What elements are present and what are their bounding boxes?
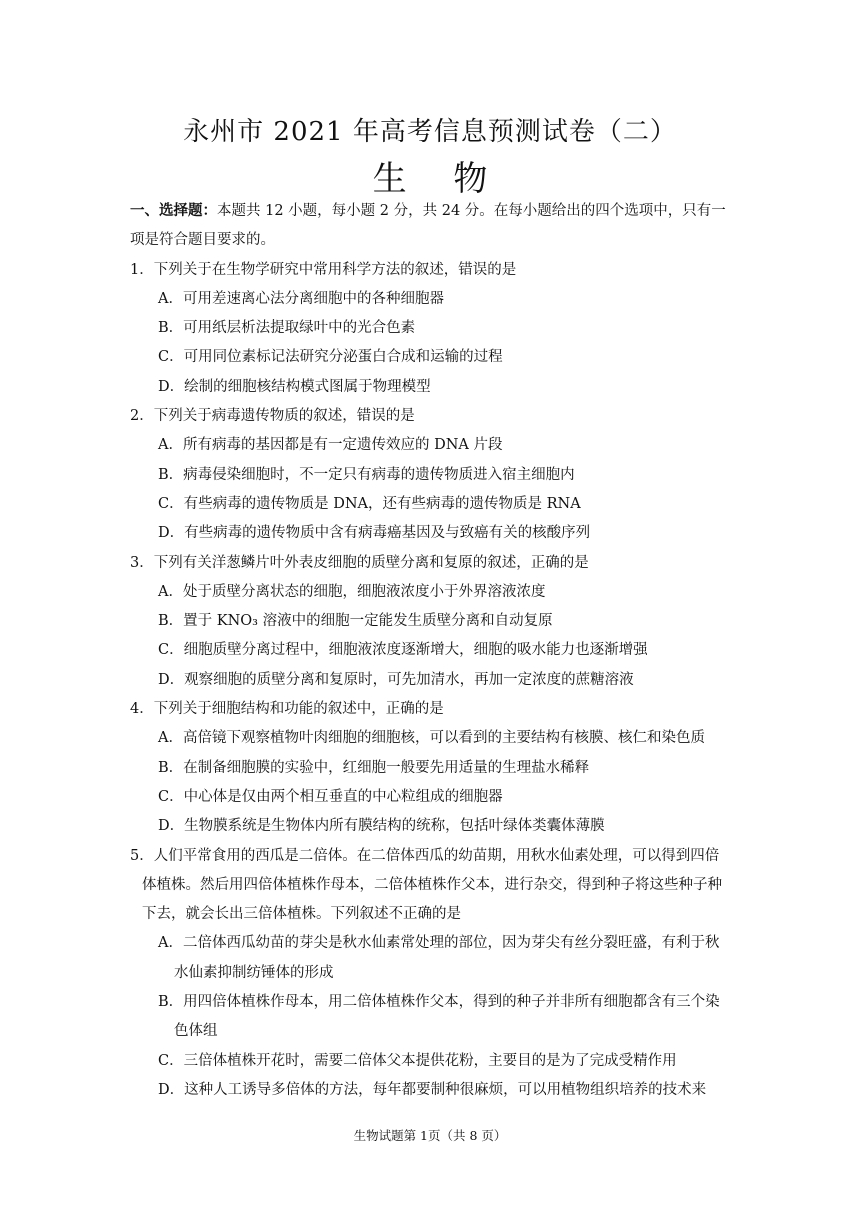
option-a: A．可用差速离心法分离细胞中的各种细胞器 <box>158 290 444 307</box>
option-a: A．高倍镜下观察植物叶肉细胞的细胞核，可以看到的主要结构有核膜、核仁和染色质 <box>158 730 705 747</box>
question-stem: 2．下列关于病毒遗传物质的叙述，错误的是 <box>130 408 415 425</box>
question-3 <box>130 549 730 695</box>
option-b: B．在制备细胞膜的实验中，红细胞一般要先用适量的生理盐水稀释 <box>158 759 590 776</box>
subject-title: 生 物 <box>372 159 506 199</box>
option-a: A．处于质壁分离状态的细胞，细胞液浓度小于外界溶液浓度 <box>158 583 546 600</box>
section-instructions <box>130 196 730 256</box>
question-stem: 5．人们平常食用的西瓜是二倍体。在二倍体西瓜的幼苗期，用秋水仙素处理，可以得到四倍体植株。然后用四倍体植株作母本，二倍体植株作父本，进行杂交，得到种子将这些种子种下去，就会长出三倍体植株。下列叙述不正确的是 <box>130 847 722 923</box>
option-a: A．二倍体西瓜幼苗的芽尖是秋水仙素常处理的部位，因为芽尖有丝分裂旺盛，有利于秋水仙素抑制纺锤体的形成 <box>158 935 720 981</box>
option-d: D．有些病毒的遗传物质中含有病毒癌基因及与致癌有关的核酸序列 <box>158 525 591 542</box>
option-b: B．置于 KNO₃ 溶液中的细胞一定能发生质壁分离和自动复原 <box>158 613 553 630</box>
option-d: D．观察细胞的质壁分离和复原时，可先加清水，再加一定浓度的蔗糖溶液 <box>158 671 634 688</box>
question-5 <box>130 842 730 1106</box>
option-b: B．用四倍体植株作母本，用二倍体植株作父本，得到的种子并非所有细胞都含有三个染色体组 <box>158 994 720 1040</box>
question-stem: 3．下列有关洋葱鳞片叶外表皮细胞的质壁分离和复原的叙述，正确的是 <box>130 554 589 571</box>
option-c: C．细胞质壁分离过程中，细胞液浓度逐渐增大，细胞的吸水能力也逐渐增强 <box>158 642 648 659</box>
question-stem: 4．下列关于细胞结构和功能的叙述中，正确的是 <box>130 701 444 718</box>
option-b: B．病毒侵染细胞时，不一定只有病毒的遗传物质进入宿主细胞内 <box>158 466 575 483</box>
section-label: 一、选择题： <box>130 202 217 219</box>
option-b: B．可用纸层析法提取绿叶中的光合色素 <box>158 320 416 337</box>
option-c: C．三倍体植株开花时，需要二倍体父本提供花粉，主要目的是为了完成受精作用 <box>158 1052 677 1069</box>
question-stem: 1．下列关于在生物学研究中常用科学方法的叙述，错误的是 <box>130 261 517 278</box>
option-c: C．中心体是仅由两个相互垂直的中心粒组成的细胞器 <box>158 788 503 805</box>
option-d: D．绘制的细胞核结构模式图属于物理模型 <box>158 378 431 395</box>
option-a: A．所有病毒的基因都是有一定遗传效应的 DNA 片段 <box>158 437 503 454</box>
question-4 <box>130 695 730 841</box>
exam-content <box>130 196 730 1105</box>
option-d: D．生物膜系统是生物体内所有膜结构的统称，包括叶绿体类囊体薄膜 <box>158 818 605 835</box>
exam-title: 永州市 2021 年高考信息预测试卷（二） <box>183 117 677 147</box>
option-d: D．这种人工诱导多倍体的方法，每年都要制种很麻烦，可以用植物组织培养的技术来 <box>158 1081 707 1098</box>
question-1 <box>130 256 730 402</box>
option-c: C．有些病毒的遗传物质是 DNA，还有些病毒的遗传物质是 RNA <box>158 495 581 512</box>
section-text: 本题共 12 小题，每小题 2 分，共 24 分。在每小题给出的四个选项中，只有一项是符合题目要求的。 <box>130 203 726 249</box>
page-footer: 生物试题第 1页（共 8 页） <box>353 1128 507 1143</box>
question-2 <box>130 402 730 548</box>
option-c: C．可用同位素标记法研究分泌蛋白合成和运输的过程 <box>158 349 503 366</box>
